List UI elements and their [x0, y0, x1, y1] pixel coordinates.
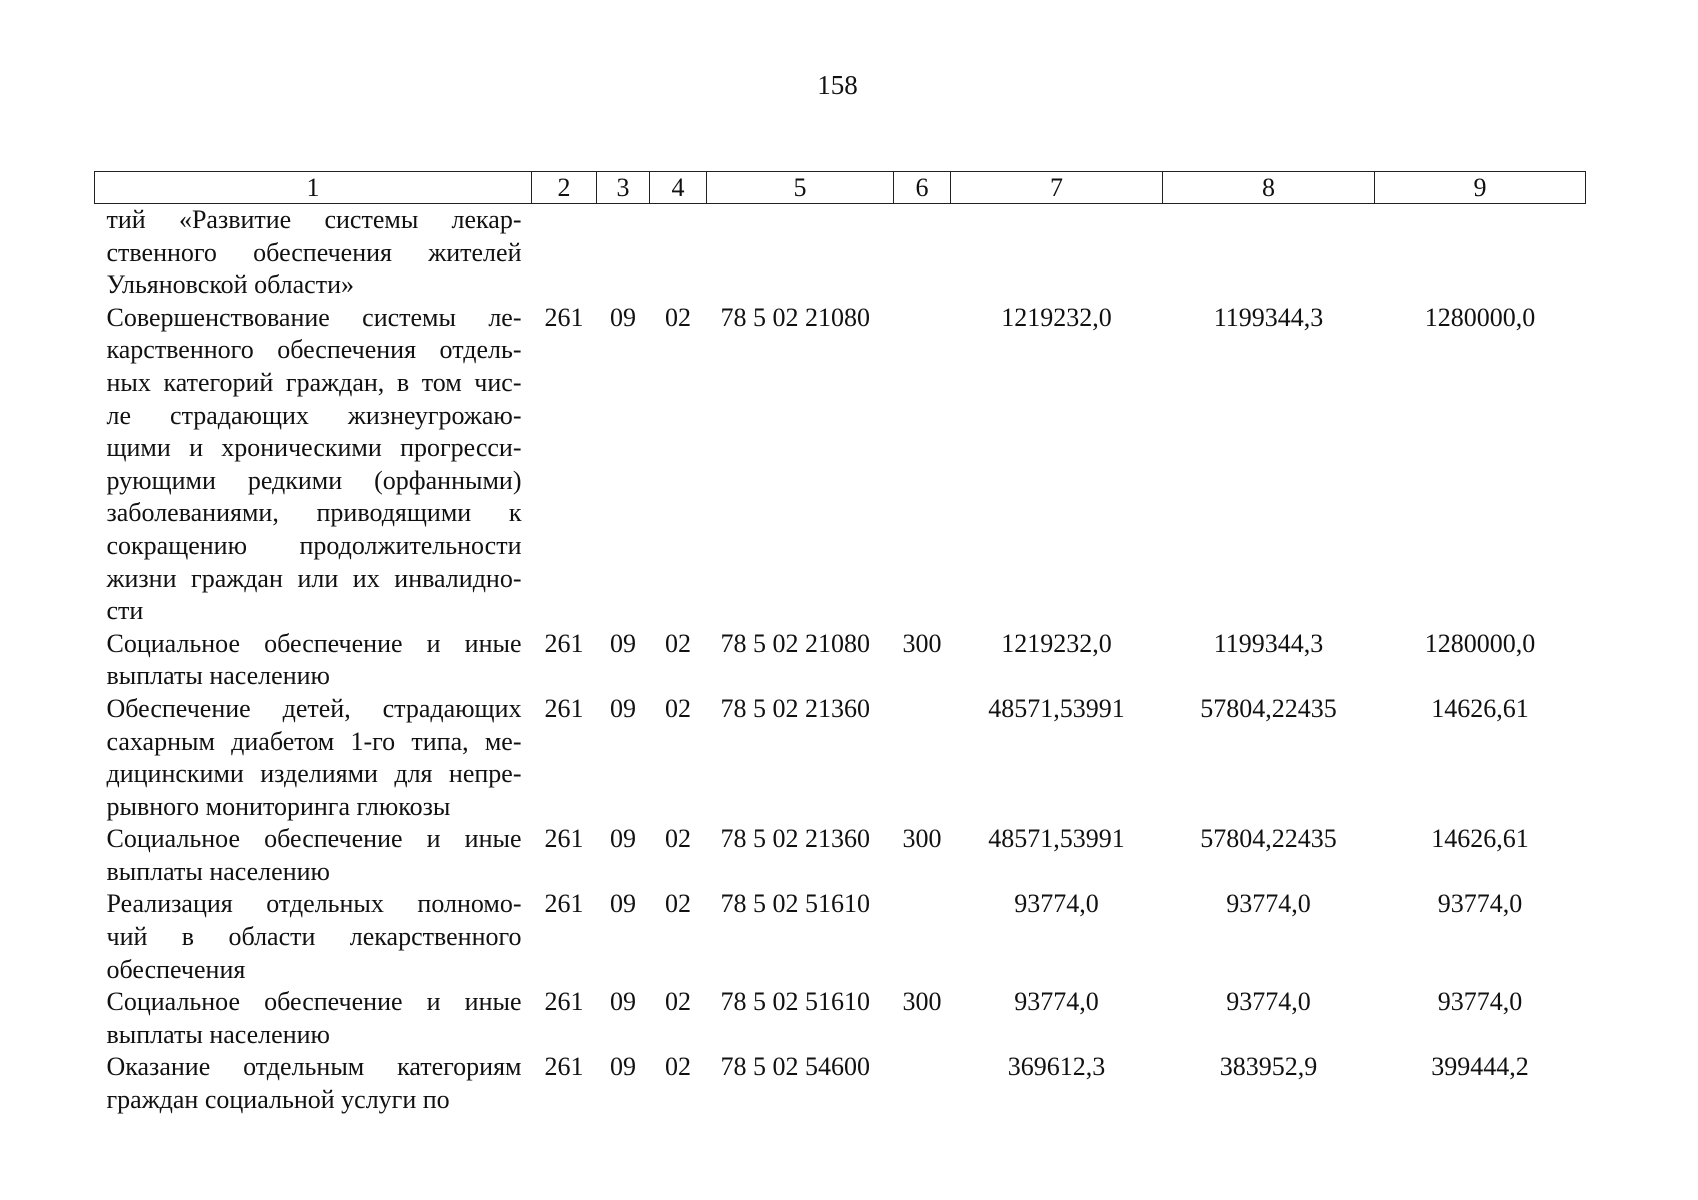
amount-year1-cell: 93774,0 [1014, 987, 1099, 1017]
description-line: карственного обеспечения отдель- [106, 335, 522, 365]
code-pr-cell: 02 [665, 987, 691, 1017]
code-csr-cell: 78 5 02 21080 [720, 628, 870, 658]
header-col-8: 8 [1163, 172, 1375, 204]
amount-year1-cell: 1219232,0 [1001, 302, 1112, 332]
code-vr-cell [894, 302, 951, 628]
description-line: Совершенствование системы ле- [106, 302, 522, 332]
amount-year1-cell [951, 204, 1163, 302]
description-line: жизни граждан или их инвалидно- [106, 563, 522, 593]
description-line: выплаты населению [106, 1019, 330, 1049]
description-line: Ульяновской области» [106, 270, 354, 300]
description-line: ных категорий граждан, в том чис- [106, 367, 522, 397]
code-gr-cell: 261 [544, 889, 584, 919]
code-gr-cell: 261 [544, 824, 584, 854]
table-row [95, 986, 1586, 1051]
amount-year2-cell: 57804,22435 [1200, 693, 1337, 723]
description-line: Социальное обеспечение и иные [106, 824, 522, 854]
code-rz-cell: 09 [610, 302, 636, 332]
amount-year2-cell: 1199344,3 [1213, 628, 1324, 658]
row-description [95, 888, 532, 986]
description-line: Оказание отдельным категориям [106, 1052, 522, 1082]
amount-year3-cell: 1280000,0 [1424, 628, 1536, 658]
table-row [95, 1051, 1586, 1116]
description-line: сти [106, 596, 144, 626]
header-col-2: 2 [532, 172, 597, 204]
code-csr-cell: 78 5 02 54600 [720, 1052, 870, 1082]
page-number: 158 [817, 70, 858, 100]
code-vr-cell: 300 [902, 987, 942, 1017]
code-gr-cell: 261 [544, 302, 584, 332]
amount-year2-cell: 57804,22435 [1200, 824, 1337, 854]
row-description [95, 986, 532, 1051]
code-gr-cell: 261 [544, 628, 584, 658]
description-line: сахарным диабетом 1-го типа, ме- [106, 726, 522, 756]
code-pr-cell: 02 [665, 693, 691, 723]
code-csr-cell [707, 204, 894, 302]
budget-table [94, 171, 1586, 1117]
description-line: тий «Развитие системы лекар- [106, 205, 522, 234]
code-rz-cell: 09 [610, 693, 636, 723]
header-col-6: 6 [894, 172, 951, 204]
description-line: выплаты населению [106, 661, 330, 691]
code-rz-cell: 09 [610, 1052, 636, 1082]
amount-year1-cell: 48571,53991 [988, 824, 1125, 854]
code-pr-cell: 02 [665, 824, 691, 854]
code-csr-cell: 78 5 02 21360 [720, 824, 870, 854]
table-row [95, 823, 1586, 888]
table-row [95, 302, 1586, 628]
row-description [95, 628, 532, 693]
description-line: заболеваниями, приводящими к [106, 498, 522, 528]
code-pr-cell: 02 [665, 302, 691, 332]
header-col-5: 5 [707, 172, 894, 204]
code-gr-cell [532, 204, 597, 302]
amount-year1-cell: 369612,3 [1007, 1052, 1106, 1082]
code-vr-cell [894, 693, 951, 823]
code-pr-cell: 02 [665, 889, 691, 919]
description-line: рующими редкими (орфанными) [106, 465, 522, 495]
amount-year1-cell: 93774,0 [1014, 889, 1099, 919]
description-line: выплаты населению [106, 856, 330, 886]
table-row [95, 204, 1586, 302]
table-body [95, 204, 1586, 1117]
description-line: щими и хроническими прогресси- [106, 433, 522, 463]
description-line: Обеспечение детей, страдающих [106, 693, 522, 723]
code-rz-cell: 09 [610, 824, 636, 854]
description-line: обеспечения [106, 954, 246, 984]
row-description [95, 1051, 532, 1116]
amount-year3-cell: 93774,0 [1437, 987, 1523, 1017]
description-line: Социальное обеспечение и иные [106, 987, 522, 1017]
amount-year1-cell: 1219232,0 [1001, 628, 1112, 658]
code-vr-cell [894, 1051, 951, 1116]
amount-year2-cell: 93774,0 [1226, 889, 1311, 919]
code-csr-cell: 78 5 02 51610 [720, 987, 870, 1017]
code-csr-cell: 78 5 02 21360 [720, 693, 870, 723]
code-pr-cell: 02 [665, 1052, 691, 1082]
header-col-9: 9 [1375, 172, 1586, 204]
code-csr-cell: 78 5 02 21080 [720, 302, 870, 332]
header-row [95, 172, 1586, 204]
code-vr-cell: 300 [902, 824, 942, 854]
table-row [95, 693, 1586, 823]
table-row [95, 628, 1586, 693]
code-pr-cell [650, 204, 707, 302]
code-vr-cell [894, 204, 951, 302]
header-col-3: 3 [597, 172, 650, 204]
code-rz-cell: 09 [610, 889, 636, 919]
description-line: Социальное обеспечение и иные [106, 628, 522, 658]
code-rz-cell [597, 204, 650, 302]
description-line: ле страдающих жизнеугрожаю- [106, 400, 522, 430]
amount-year2-cell: 93774,0 [1226, 987, 1311, 1017]
row-description [95, 693, 532, 823]
amount-year2-cell: 383952,9 [1219, 1052, 1318, 1082]
table-row [95, 888, 1586, 986]
header-col-1: 1 [95, 172, 532, 204]
amount-year3-cell: 93774,0 [1437, 889, 1523, 919]
amount-year3-cell: 1280000,0 [1424, 302, 1536, 332]
description-line: чий в области лекарственного [106, 922, 522, 952]
row-description [95, 823, 532, 888]
amount-year2-cell: 1199344,3 [1213, 302, 1324, 332]
code-rz-cell: 09 [610, 628, 636, 658]
code-rz-cell: 09 [610, 987, 636, 1017]
code-vr-cell [894, 888, 951, 986]
description-line: Реализация отдельных полномо- [106, 889, 522, 919]
description-line: ственного обеспечения жителей [106, 237, 522, 267]
amount-year2-cell [1163, 204, 1375, 302]
header-col-7: 7 [951, 172, 1163, 204]
description-line: рывного мониторинга глюкозы [106, 791, 451, 821]
description-line: дицинскими изделиями для непре- [106, 759, 522, 789]
header-col-4: 4 [650, 172, 707, 204]
row-description [95, 204, 532, 302]
code-vr-cell: 300 [902, 628, 942, 658]
amount-year1-cell: 48571,53991 [988, 693, 1125, 723]
code-gr-cell: 261 [544, 693, 584, 723]
amount-year3-cell [1375, 204, 1586, 302]
amount-year3-cell: 14626,61 [1431, 824, 1529, 854]
code-pr-cell: 02 [665, 628, 691, 658]
description-line: граждан социальной услуги по [106, 1085, 450, 1115]
amount-year3-cell: 14626,61 [1431, 693, 1529, 723]
code-csr-cell: 78 5 02 51610 [720, 889, 870, 919]
description-line: сокращению продолжительности [106, 530, 522, 560]
row-description [95, 302, 532, 628]
code-gr-cell: 261 [544, 1052, 584, 1082]
amount-year3-cell: 399444,2 [1431, 1052, 1529, 1082]
code-gr-cell: 261 [544, 987, 584, 1017]
table-header [95, 172, 1586, 204]
